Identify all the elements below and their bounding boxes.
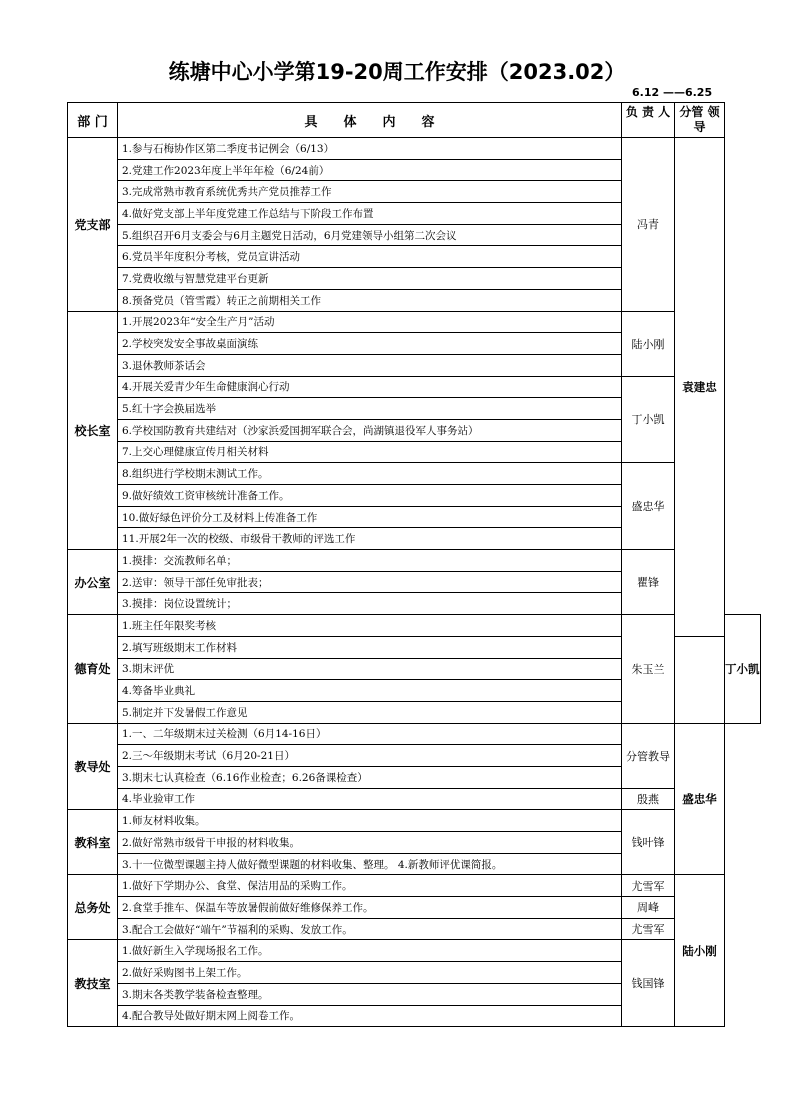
task-item: 1.班主任年限奖考核	[118, 615, 622, 637]
task-item: 1.一、二年级期末过关检测（6月14-16日）	[118, 723, 622, 745]
task-item: 5.组织召开6月支委会与6月主题党日活动，6月党建领导小组第二次会议	[118, 224, 622, 246]
responsible-person: 尤雪军	[622, 918, 675, 940]
task-item: 1.做好新生入学现场报名工作。	[118, 940, 622, 962]
table-row	[68, 463, 761, 485]
task-item: 5.红十字会换届选举	[118, 398, 622, 420]
task-item: 4.配合教导处做好期末网上阅卷工作。	[118, 1005, 622, 1027]
task-item: 6.党员半年度积分考核，党员宣讲活动	[118, 246, 622, 268]
task-item: 6.学校国防教育共建结对（沙家浜爱国拥军联合会，尚湖镇退役军人事务站）	[118, 419, 622, 441]
table-row	[68, 311, 761, 333]
task-item: 8.预备党员（管雪霞）转正之前期相关工作	[118, 289, 622, 311]
task-item: 1.参与石梅协作区第二季度书记例会（6/13）	[118, 138, 622, 160]
responsible-person: 丁小凯	[622, 376, 675, 463]
dept-moral-education: 德育处	[68, 615, 118, 723]
responsible-person: 钱叶锋	[622, 810, 675, 875]
dept-principal-office: 校长室	[68, 311, 118, 550]
date-range: 6.12 ——6.25	[632, 86, 713, 99]
task-item: 1.开展2023年“安全生产月”活动	[118, 311, 622, 333]
table-row	[68, 138, 761, 160]
responsible-person: 朱玉兰	[622, 615, 675, 723]
dept-academic-affairs: 教导处	[68, 723, 118, 810]
task-item: 5.制定并下发暑假工作意见	[118, 701, 622, 723]
header-dept: 部 门	[68, 103, 118, 138]
task-item: 4.开展关爱青少年生命健康润心行动	[118, 376, 622, 398]
task-item: 3.配合工会做好“端午”节福利的采购、发放工作。	[118, 918, 622, 940]
responsible-person: 钱国锋	[622, 940, 675, 1027]
task-item: 7.党费收缴与智慧党建平台更新	[118, 268, 622, 290]
task-item: 4.毕业验审工作	[118, 788, 622, 810]
task-item: 3.十一位微型课题主持人做好微型课题的材料收集、整理。 4.新教师评优课简报。	[118, 853, 622, 875]
table-row	[68, 940, 761, 962]
task-item: 2.三～年级期末考试（6月20-21日）	[118, 745, 622, 767]
task-item: 4.筹备毕业典礼	[118, 680, 622, 702]
leader: 盛忠华	[675, 723, 725, 875]
responsible-person: 冯青	[622, 138, 675, 312]
dept-research-office: 教科室	[68, 810, 118, 875]
task-item: 2.党建工作2023年度上半年年检（6/24前）	[118, 159, 622, 181]
task-item: 10.做好绿色评价分工及材料上传准备工作	[118, 506, 622, 528]
task-item: 2.做好常熟市级骨干申报的材料收集。	[118, 832, 622, 854]
table-row	[68, 723, 761, 745]
leader: 丁小凯	[725, 615, 761, 723]
task-item: 2.填写班级期末工作材料	[118, 636, 622, 658]
table-row	[68, 918, 761, 940]
task-item: 8.组织进行学校期末测试工作。	[118, 463, 622, 485]
task-item: 2.学校突发安全事故桌面演练	[118, 333, 622, 355]
header-resp: 负 责 人	[622, 103, 675, 138]
responsible-person: 尤雪军	[622, 875, 675, 897]
table-row	[68, 376, 761, 398]
task-item: 3.期末七认真检查（6.16作业检查；6.26备课检查）	[118, 766, 622, 788]
task-item: 4.做好党支部上半年度党建工作总结与下阶段工作布置	[118, 203, 622, 225]
responsible-person: 瞿锋	[622, 550, 675, 615]
table-row	[68, 897, 761, 919]
responsible-person: 殷燕	[622, 788, 675, 810]
leader: 陆小刚	[675, 875, 725, 1027]
dept-general-affairs: 总务处	[68, 875, 118, 940]
leader: 袁建忠	[675, 138, 725, 637]
table-row	[68, 788, 761, 810]
task-item: 7.上交心理健康宣传月相关材料	[118, 441, 622, 463]
task-item: 3.退休教师茶话会	[118, 354, 622, 376]
header-content: 具 体 内 容	[118, 103, 622, 138]
task-item: 1.师友材料收集。	[118, 810, 622, 832]
task-item: 2.送审：领导干部任免审批表；	[118, 571, 622, 593]
task-item: 3.完成常熟市教育系统优秀共产党员推荐工作	[118, 181, 622, 203]
task-item: 3.期末评优	[118, 658, 622, 680]
table-row	[68, 615, 761, 637]
task-item: 1.摸排：交流教师名单；	[118, 550, 622, 572]
task-item: 2.食堂手推车、保温车等放暑假前做好维修保养工作。	[118, 897, 622, 919]
task-item: 9.做好绩效工资审核统计准备工作。	[118, 485, 622, 507]
responsible-person: 盛忠华	[622, 463, 675, 550]
responsible-person: 分管教导	[622, 723, 675, 788]
page-title: 练塘中心小学第19-20周工作安排（2023.02）	[168, 60, 626, 84]
task-item: 2.做好采购图书上架工作。	[118, 962, 622, 984]
dept-general-office: 办公室	[68, 550, 118, 615]
task-item: 3.摸排：岗位设置统计；	[118, 593, 622, 615]
header-row	[68, 103, 761, 138]
table-row	[68, 875, 761, 897]
header-lead: 分管 领导	[675, 103, 725, 138]
dept-party-branch: 党支部	[68, 138, 118, 312]
task-item: 1.做好下学期办公、食堂、保洁用品的采购工作。	[118, 875, 622, 897]
schedule-table	[67, 102, 761, 1027]
task-item: 3.期末各类教学装备检查整理。	[118, 983, 622, 1005]
table-row	[68, 810, 761, 832]
dept-education-technology: 教技室	[68, 940, 118, 1027]
task-item: 11.开展2年一次的校级、市级骨干教师的评选工作	[118, 528, 622, 550]
responsible-person: 陆小刚	[622, 311, 675, 376]
responsible-person: 周峰	[622, 897, 675, 919]
table-row	[68, 550, 761, 572]
